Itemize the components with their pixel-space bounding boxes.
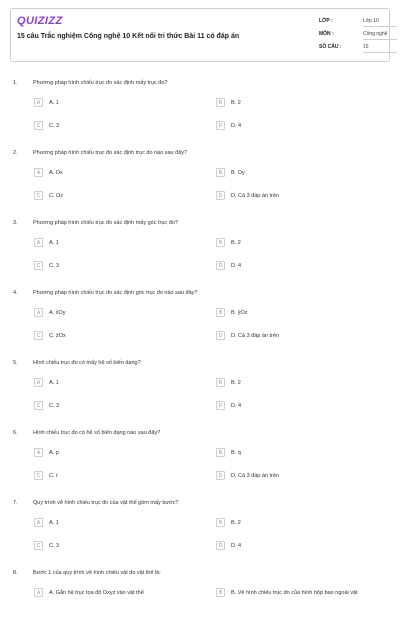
answer-option[interactable]: [216, 588, 386, 600]
option-text: C. Oz: [49, 192, 64, 199]
question-number: 7.: [13, 500, 18, 506]
question-number: 8.: [13, 570, 18, 576]
meta-row-class: [319, 16, 389, 29]
option-text: D. 4: [231, 402, 242, 409]
question-item: [0, 560, 400, 630]
option-text: A. 1: [49, 239, 59, 246]
option-text: B. 2: [231, 239, 241, 246]
answer-option[interactable]: [34, 121, 204, 133]
answer-option[interactable]: [216, 261, 386, 273]
answer-option[interactable]: [216, 238, 386, 250]
question-item: [0, 490, 400, 560]
meta-value: Lớp 10: [363, 18, 397, 27]
option-letter-box[interactable]: A: [34, 168, 43, 177]
question-text: Phương pháp hình chiếu trục đo xác định mấy góc trục đo?: [33, 220, 178, 226]
answer-option[interactable]: [216, 471, 386, 483]
option-letter-box[interactable]: B: [216, 378, 225, 387]
option-text: D. 4: [231, 262, 242, 269]
option-text: A. 1: [49, 519, 59, 526]
meta-value: 15: [363, 44, 397, 53]
option-text: B. 2: [231, 99, 241, 106]
option-letter-box[interactable]: B: [216, 238, 225, 247]
option-letter-box[interactable]: A: [34, 308, 43, 317]
option-text: D. 4: [231, 542, 242, 549]
option-letter-box[interactable]: D: [216, 471, 225, 480]
option-letter-box[interactable]: C: [34, 121, 43, 130]
answer-option[interactable]: [34, 261, 204, 273]
answer-option[interactable]: [216, 541, 386, 553]
option-text: A. Ox: [49, 169, 63, 176]
answer-option[interactable]: [34, 541, 204, 553]
answer-option[interactable]: [216, 401, 386, 413]
answer-option[interactable]: [34, 308, 204, 320]
question-item: [0, 140, 400, 210]
option-letter-box[interactable]: B: [216, 168, 225, 177]
option-letter-box[interactable]: A: [34, 98, 43, 107]
option-text: B. 2: [231, 519, 241, 526]
option-text: D. Cả 3 đáp án trên: [231, 472, 280, 479]
option-text: A. Gắn hệ trục tọa độ Oxyz vào vật thể: [49, 589, 144, 596]
option-letter-box[interactable]: C: [34, 471, 43, 480]
answer-option[interactable]: [34, 378, 204, 390]
answer-option[interactable]: [216, 448, 386, 460]
option-letter-box[interactable]: B: [216, 448, 225, 457]
question-item: [0, 350, 400, 420]
question-text: Phương pháp hình chiếu trục đo xác định trục đo nào sau đây?: [33, 150, 188, 156]
option-letter-box[interactable]: D: [216, 191, 225, 200]
answer-option[interactable]: [216, 518, 386, 530]
answer-option[interactable]: [34, 401, 204, 413]
option-text: B. q: [231, 449, 241, 456]
option-letter-box[interactable]: A: [34, 448, 43, 457]
option-text: B. Vẽ hình chiếu trục đo của hình hộp bao ngoài vật: [231, 589, 358, 596]
option-text: C. 3: [49, 402, 60, 409]
option-text: C. 3: [49, 542, 60, 549]
option-text: C. ẑOx: [49, 332, 66, 339]
question-text: Phương pháp hình chiếu trục đo xác định góc trục đo nào sau đây?: [33, 290, 198, 296]
question-item: [0, 280, 400, 350]
option-letter-box[interactable]: C: [34, 331, 43, 340]
option-letter-box[interactable]: A: [34, 238, 43, 247]
worksheet-header: [10, 8, 390, 62]
meta-label: SỐ CÂU :: [319, 44, 342, 50]
question-number: 2.: [13, 150, 18, 156]
option-text: A. 1: [49, 99, 59, 106]
answer-option[interactable]: [34, 331, 204, 343]
option-text: B. ŷOz: [231, 309, 248, 316]
answer-option[interactable]: [216, 331, 386, 343]
question-number: 6.: [13, 430, 18, 436]
answer-option[interactable]: [34, 448, 204, 460]
option-text: D. 4: [231, 122, 242, 129]
question-item: [0, 210, 400, 280]
option-text: B. Oy: [231, 169, 245, 176]
option-letter-box[interactable]: B: [216, 518, 225, 527]
answer-option[interactable]: [216, 191, 386, 203]
option-text: B. 2: [231, 379, 241, 386]
answer-option[interactable]: [34, 191, 204, 203]
answer-option[interactable]: [216, 378, 386, 390]
option-letter-box[interactable]: A: [34, 378, 43, 387]
option-text: D. Cả 3 đáp án trên: [231, 192, 280, 199]
option-letter-box[interactable]: C: [34, 541, 43, 550]
worksheet-meta: [319, 16, 389, 55]
option-text: A. x̂Oy: [49, 309, 66, 316]
meta-row-subject: [319, 29, 389, 42]
worksheet-title: 15 câu Trắc nghiệm Công nghệ 10 Kết nối tri thức Bài 11 có đáp án: [17, 33, 240, 40]
question-number: 4.: [13, 290, 18, 296]
answer-option[interactable]: [216, 308, 386, 320]
option-letter-box[interactable]: B: [216, 98, 225, 107]
option-text: C. 3: [49, 122, 60, 129]
meta-value: Công nghệ: [363, 31, 397, 40]
question-item: [0, 70, 400, 140]
option-text: A. 1: [49, 379, 59, 386]
answer-option[interactable]: [216, 168, 386, 180]
answer-option[interactable]: [34, 518, 204, 530]
option-letter-box[interactable]: B: [216, 588, 225, 597]
option-letter-box[interactable]: C: [34, 261, 43, 270]
option-letter-box[interactable]: D: [216, 401, 225, 410]
option-letter-box[interactable]: C: [34, 401, 43, 410]
option-letter-box[interactable]: B: [216, 308, 225, 317]
question-text: Phương pháp hình chiếu trục đo xác định mấy trục đo?: [33, 80, 168, 86]
option-letter-box[interactable]: C: [34, 191, 43, 200]
answer-option[interactable]: [34, 238, 204, 250]
option-letter-box[interactable]: D: [216, 121, 225, 130]
answer-option[interactable]: [216, 98, 386, 110]
option-letter-box[interactable]: D: [216, 541, 225, 550]
meta-row-count: [319, 42, 389, 55]
option-text: D. Cả 3 đáp án trên: [231, 332, 280, 339]
question-text: Quy trình vẽ hình chiếu trục đo của vật thể gồm mấy bước?: [33, 500, 179, 506]
answer-option[interactable]: [34, 588, 204, 600]
option-text: C. 3: [49, 262, 60, 269]
question-number: 1.: [13, 80, 18, 86]
answer-option[interactable]: [216, 121, 386, 133]
meta-label: LỚP :: [319, 18, 333, 24]
quizizz-logo: QUIZIZZ: [17, 15, 63, 27]
option-letter-box[interactable]: A: [34, 518, 43, 527]
question-number: 3.: [13, 220, 18, 226]
option-letter-box[interactable]: D: [216, 331, 225, 340]
answer-option[interactable]: [34, 168, 204, 180]
option-letter-box[interactable]: A: [34, 588, 43, 597]
option-letter-box[interactable]: D: [216, 261, 225, 270]
option-text: C. r: [49, 472, 58, 479]
meta-label: MÔN :: [319, 31, 334, 37]
question-text: Hình chiếu trục đo có mấy hệ số biến dạng?: [33, 360, 141, 366]
question-list: [0, 70, 400, 630]
answer-option[interactable]: [34, 471, 204, 483]
question-item: [0, 420, 400, 490]
question-number: 5.: [13, 360, 18, 366]
answer-option[interactable]: [34, 98, 204, 110]
option-text: A. p: [49, 449, 59, 456]
question-text: Bước 1 của quy trình vẽ hình chiếu vật đo vật thể là:: [33, 570, 161, 576]
question-text: Hình chiếu trục đo có hệ số biến dạng nào sau đây?: [33, 430, 161, 436]
